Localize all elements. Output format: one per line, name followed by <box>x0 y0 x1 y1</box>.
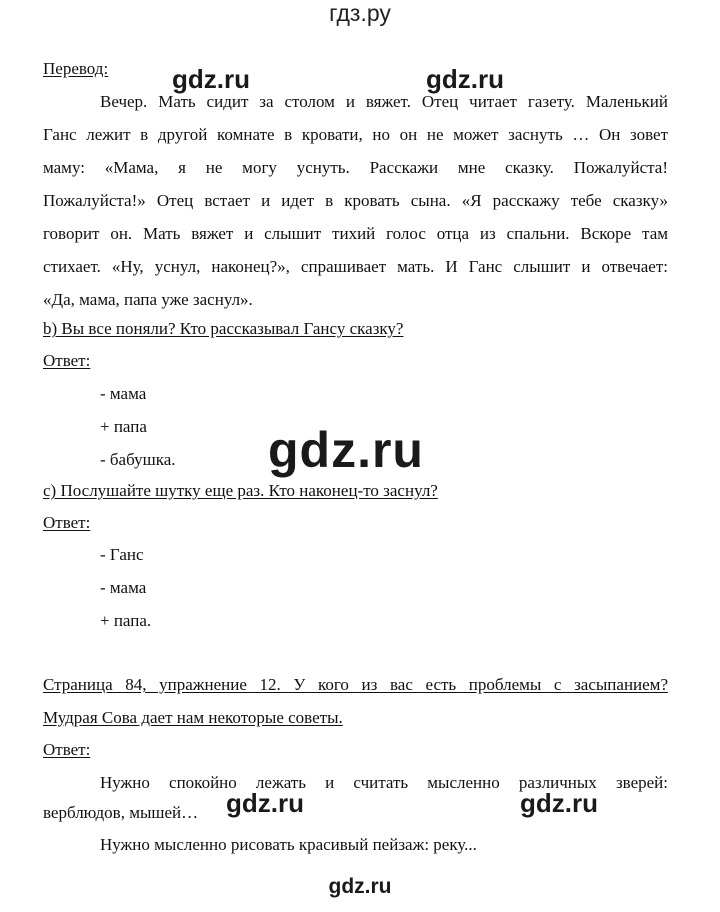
answer-option: - бабушка. <box>100 450 176 469</box>
translation-line: говорит он. Мать вяжет и слышит тихий голос отца из спальни. Вскоре там <box>43 224 668 243</box>
answer-paragraph: верблюдов, мышей… <box>43 803 199 822</box>
exercise-title: Страница 84, упражнение 12. У кого из вас есть проблемы с засыпанием? <box>43 675 668 694</box>
question-c: c) Послушайте шутку еще раз. Кто наконец-то заснул? <box>43 481 438 500</box>
translation-line: маму: «Мама, я не могу уснуть. Расскажи мне сказку. Пожалуйста! <box>43 158 668 177</box>
watermark: gdz.ru <box>226 788 304 818</box>
exercise-title: Мудрая Сова дает нам некоторые советы. <box>43 708 343 727</box>
answer-option: + папа. <box>100 611 152 630</box>
answer-label: Ответ: <box>43 740 91 759</box>
answer-option: - мама <box>100 578 147 597</box>
answer-label: Ответ: <box>43 351 91 370</box>
translation-line: «Да, мама, папа уже заснул». <box>43 290 253 309</box>
answer-paragraph: Нужно мысленно рисовать красивый пейзаж: реку... <box>100 835 477 854</box>
translation-line: Вечер. Мать сидит за столом и вяжет. Отец читает газету. Маленький <box>100 92 668 111</box>
answer-option: - Ганс <box>100 545 144 564</box>
translation-line: стихает. «Ну, уснул, наконец?», спрашивает мать. И Ганс слышит и отвечает: <box>43 257 668 276</box>
answer-label: Ответ: <box>43 513 91 532</box>
answer-paragraph: Нужно спокойно лежать и считать мысленно различных зверей: <box>100 773 668 792</box>
answer-option: - мама <box>100 384 147 403</box>
translation-heading: Перевод: <box>43 59 109 78</box>
translation-line: Пожалуйста!» Отец встает и идет в кровать сына. «Я расскажу тебе сказку» <box>43 191 668 210</box>
watermark: gdz.ru <box>328 875 392 898</box>
watermark: gdz.ru <box>520 788 598 818</box>
watermark: gdz.ru <box>426 64 504 94</box>
question-b: b) Вы все поняли? Кто рассказывал Гансу сказку? <box>43 319 404 338</box>
site-title: гдз.ру <box>329 0 391 26</box>
watermark: gdz.ru <box>268 422 424 478</box>
translation-line: Ганс лежит в другой комнате в кровати, но он не может заснуть … Он зовет <box>43 125 668 144</box>
watermark: gdz.ru <box>172 64 250 94</box>
answer-option: + папа <box>100 417 147 436</box>
